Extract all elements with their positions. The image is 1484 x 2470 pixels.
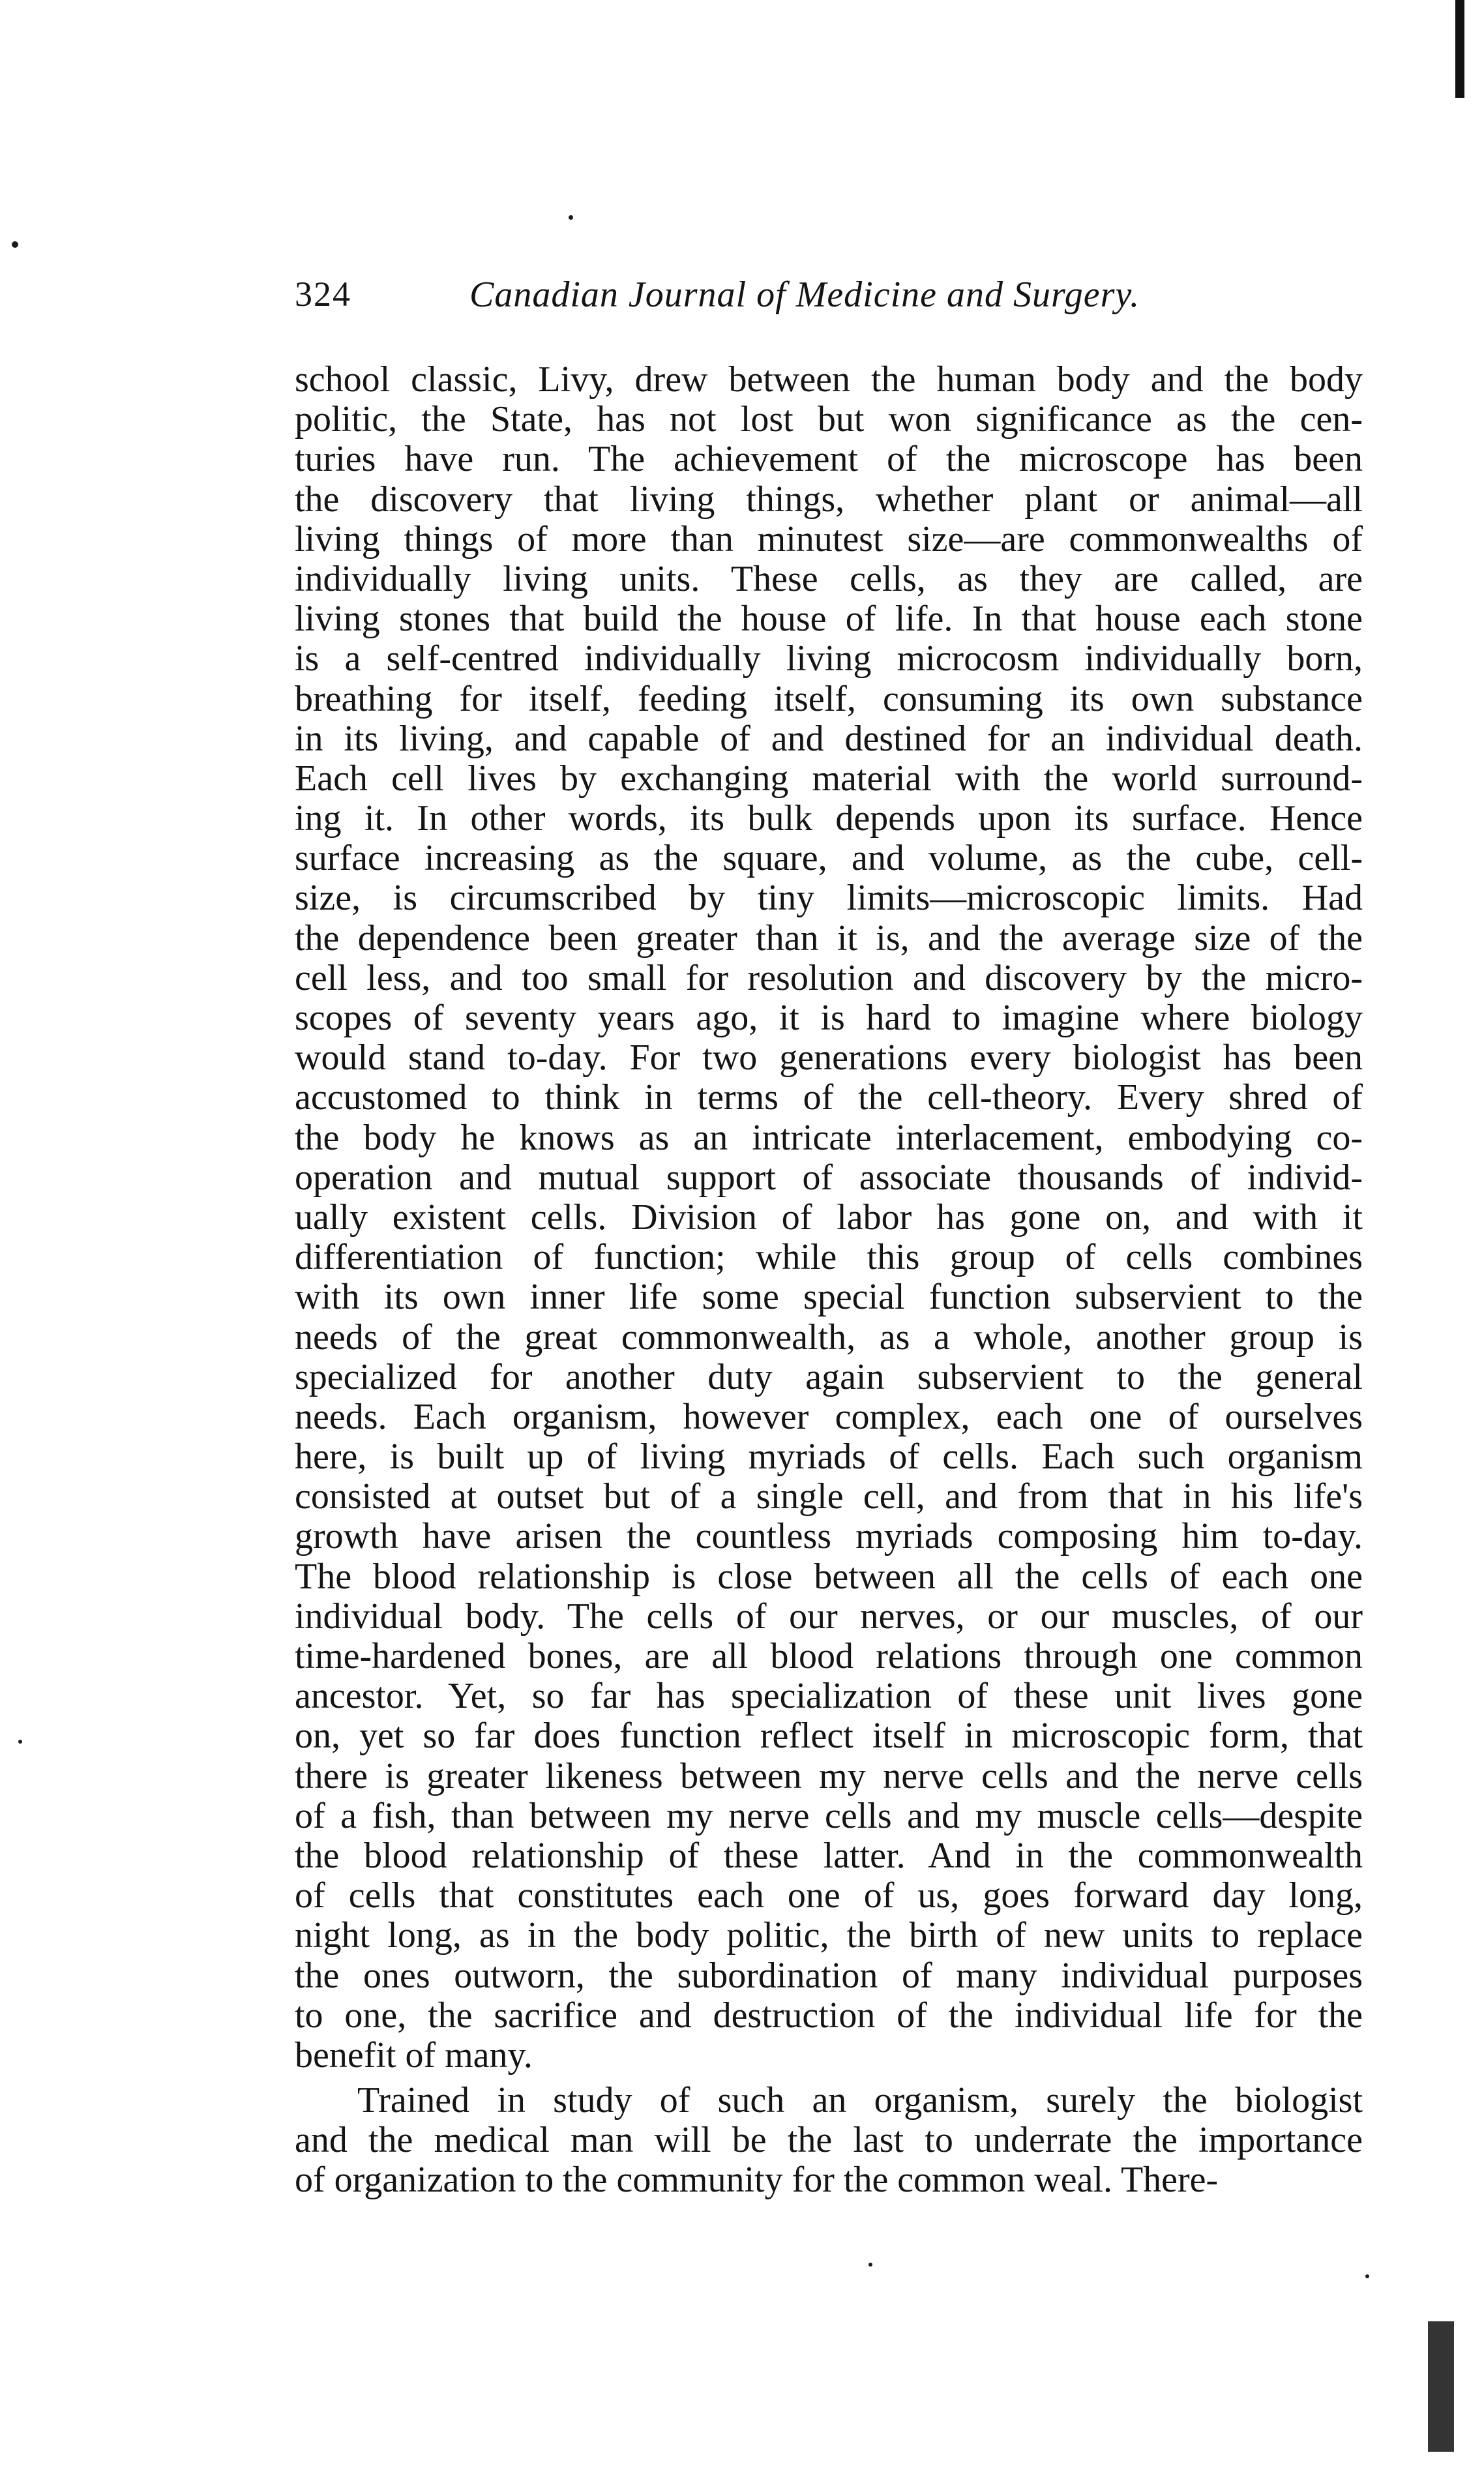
text-line: accustomed to think in terms of the cell-theory. Every shred of bbox=[295, 1078, 1363, 1118]
text-line: breathing for itself, feeding itself, consuming its own substance bbox=[295, 679, 1363, 719]
scan-dot-bottom bbox=[868, 2263, 872, 2267]
scan-edge-top-right bbox=[1455, 0, 1464, 98]
text-line: specialized for another duty again subservient to the general bbox=[295, 1357, 1363, 1397]
page-header bbox=[295, 274, 1192, 326]
text-line: individual body. The cells of our nerves, or our muscles, of our bbox=[295, 1596, 1363, 1637]
page-number: 324 bbox=[295, 275, 351, 314]
text-line: turies have run. The achievement of the microscope has been bbox=[295, 439, 1363, 480]
text-line: consisted at outset but of a single cell, and from that in his life's bbox=[295, 1477, 1363, 1517]
text-line: the blood relationship of these latter. And in the commonwealth bbox=[295, 1836, 1363, 1876]
text-line: time-hardened bones, are all blood relations through one common bbox=[295, 1637, 1363, 1676]
scan-dot-left-2 bbox=[18, 1740, 22, 1744]
text-line: school classic, Livy, drew between the human body and the body bbox=[295, 360, 1363, 400]
scan-dot-bottom-right bbox=[1365, 2274, 1369, 2278]
text-line: ually existent cells. Division of labor has gone on, and with it bbox=[295, 1197, 1363, 1238]
text-line: Trained in study of such an organism, surely the biologist bbox=[357, 2081, 1363, 2121]
text-line: ing it. In other words, its bulk depends upon its surface. Hence bbox=[295, 799, 1363, 839]
text-line: living things of more than minutest size—are commonwealths of bbox=[295, 519, 1363, 559]
text-line: is a self-centred individually living microcosm individually born, bbox=[295, 639, 1363, 679]
text-line: politic, the State, has not lost but won significance as the cen- bbox=[295, 400, 1363, 440]
text-line: size, is circumscribed by tiny limits—microscopic limits. Had bbox=[295, 878, 1363, 919]
text-line: the dependence been greater than it is, and the average size of the bbox=[295, 918, 1363, 959]
text-line: ancestor. Yet, so far has specialization of these unit lives gone bbox=[295, 1676, 1363, 1717]
text-line: operation and mutual support of associate thousands of individ- bbox=[295, 1157, 1363, 1198]
scan-dot-left bbox=[12, 241, 18, 248]
text-line: there is greater likeness between my nerve cells and the nerve cells bbox=[295, 1756, 1363, 1796]
text-line: of cells that constitutes each one of us, goes forward day long, bbox=[295, 1876, 1363, 1916]
text-line: the body he knows as an intricate interlacement, embodying co- bbox=[295, 1118, 1363, 1158]
text-line: of organization to the community for the common weal. There- bbox=[295, 2160, 1219, 2201]
text-line: the discovery that living things, whether plant or animal—all bbox=[295, 479, 1363, 520]
text-line: with its own inner life some special function subservient to the bbox=[295, 1277, 1363, 1318]
text-line: The blood relationship is close between all the cells of each one bbox=[295, 1556, 1363, 1597]
running-head: Canadian Journal of Medicine and Surgery. bbox=[469, 275, 1140, 315]
text-line: would stand to-day. For two generations every biologist has been bbox=[295, 1038, 1363, 1079]
text-line: the ones outworn, the subordination of many individual purposes bbox=[295, 1956, 1363, 1996]
text-line: differentiation of function; while this group of cells combines bbox=[295, 1238, 1363, 1278]
body-text bbox=[295, 360, 1363, 2201]
text-line: needs. Each organism, however complex, each one of ourselves bbox=[295, 1397, 1363, 1437]
text-line: of a fish, than between my nerve cells and my muscle cells—despite bbox=[295, 1796, 1363, 1836]
text-line: scopes of seventy years ago, it is hard to imagine where biology bbox=[295, 998, 1363, 1038]
paragraph bbox=[295, 360, 1363, 2076]
text-line: growth have arisen the countless myriads composing him to-day. bbox=[295, 1517, 1363, 1557]
text-line: cell less, and too small for resolution and discovery by the micro- bbox=[295, 958, 1363, 998]
text-line: on, yet so far does function reflect itself in microscopic form, that bbox=[295, 1716, 1363, 1757]
text-line: Each cell lives by exchanging material with the world surround- bbox=[295, 758, 1363, 799]
text-line: living stones that build the house of life. In that house each stone bbox=[295, 599, 1363, 640]
text-line: in its living, and capable of and destined for an individual death. bbox=[295, 719, 1363, 759]
scan-edge-bottom-right bbox=[1428, 2321, 1454, 2452]
text-line: benefit of many. bbox=[295, 2035, 533, 2076]
text-line: night long, as in the body politic, the birth of new units to replace bbox=[295, 1916, 1363, 1956]
scan-dot-mid bbox=[569, 215, 573, 220]
text-line: surface increasing as the square, and volume, as the cube, cell- bbox=[295, 839, 1363, 879]
text-line: here, is built up of living myriads of cells. Each such organism bbox=[295, 1437, 1363, 1478]
text-line: and the medical man will be the last to underrate the importance bbox=[295, 2120, 1363, 2161]
text-line: individually living units. These cells, as they are called, are bbox=[295, 559, 1363, 599]
text-line: needs of the great commonwealth, as a whole, another group is bbox=[295, 1317, 1363, 1358]
paragraph bbox=[295, 2081, 1363, 2201]
text-line: to one, the sacrifice and destruction of the individual life for the bbox=[295, 1995, 1363, 2036]
